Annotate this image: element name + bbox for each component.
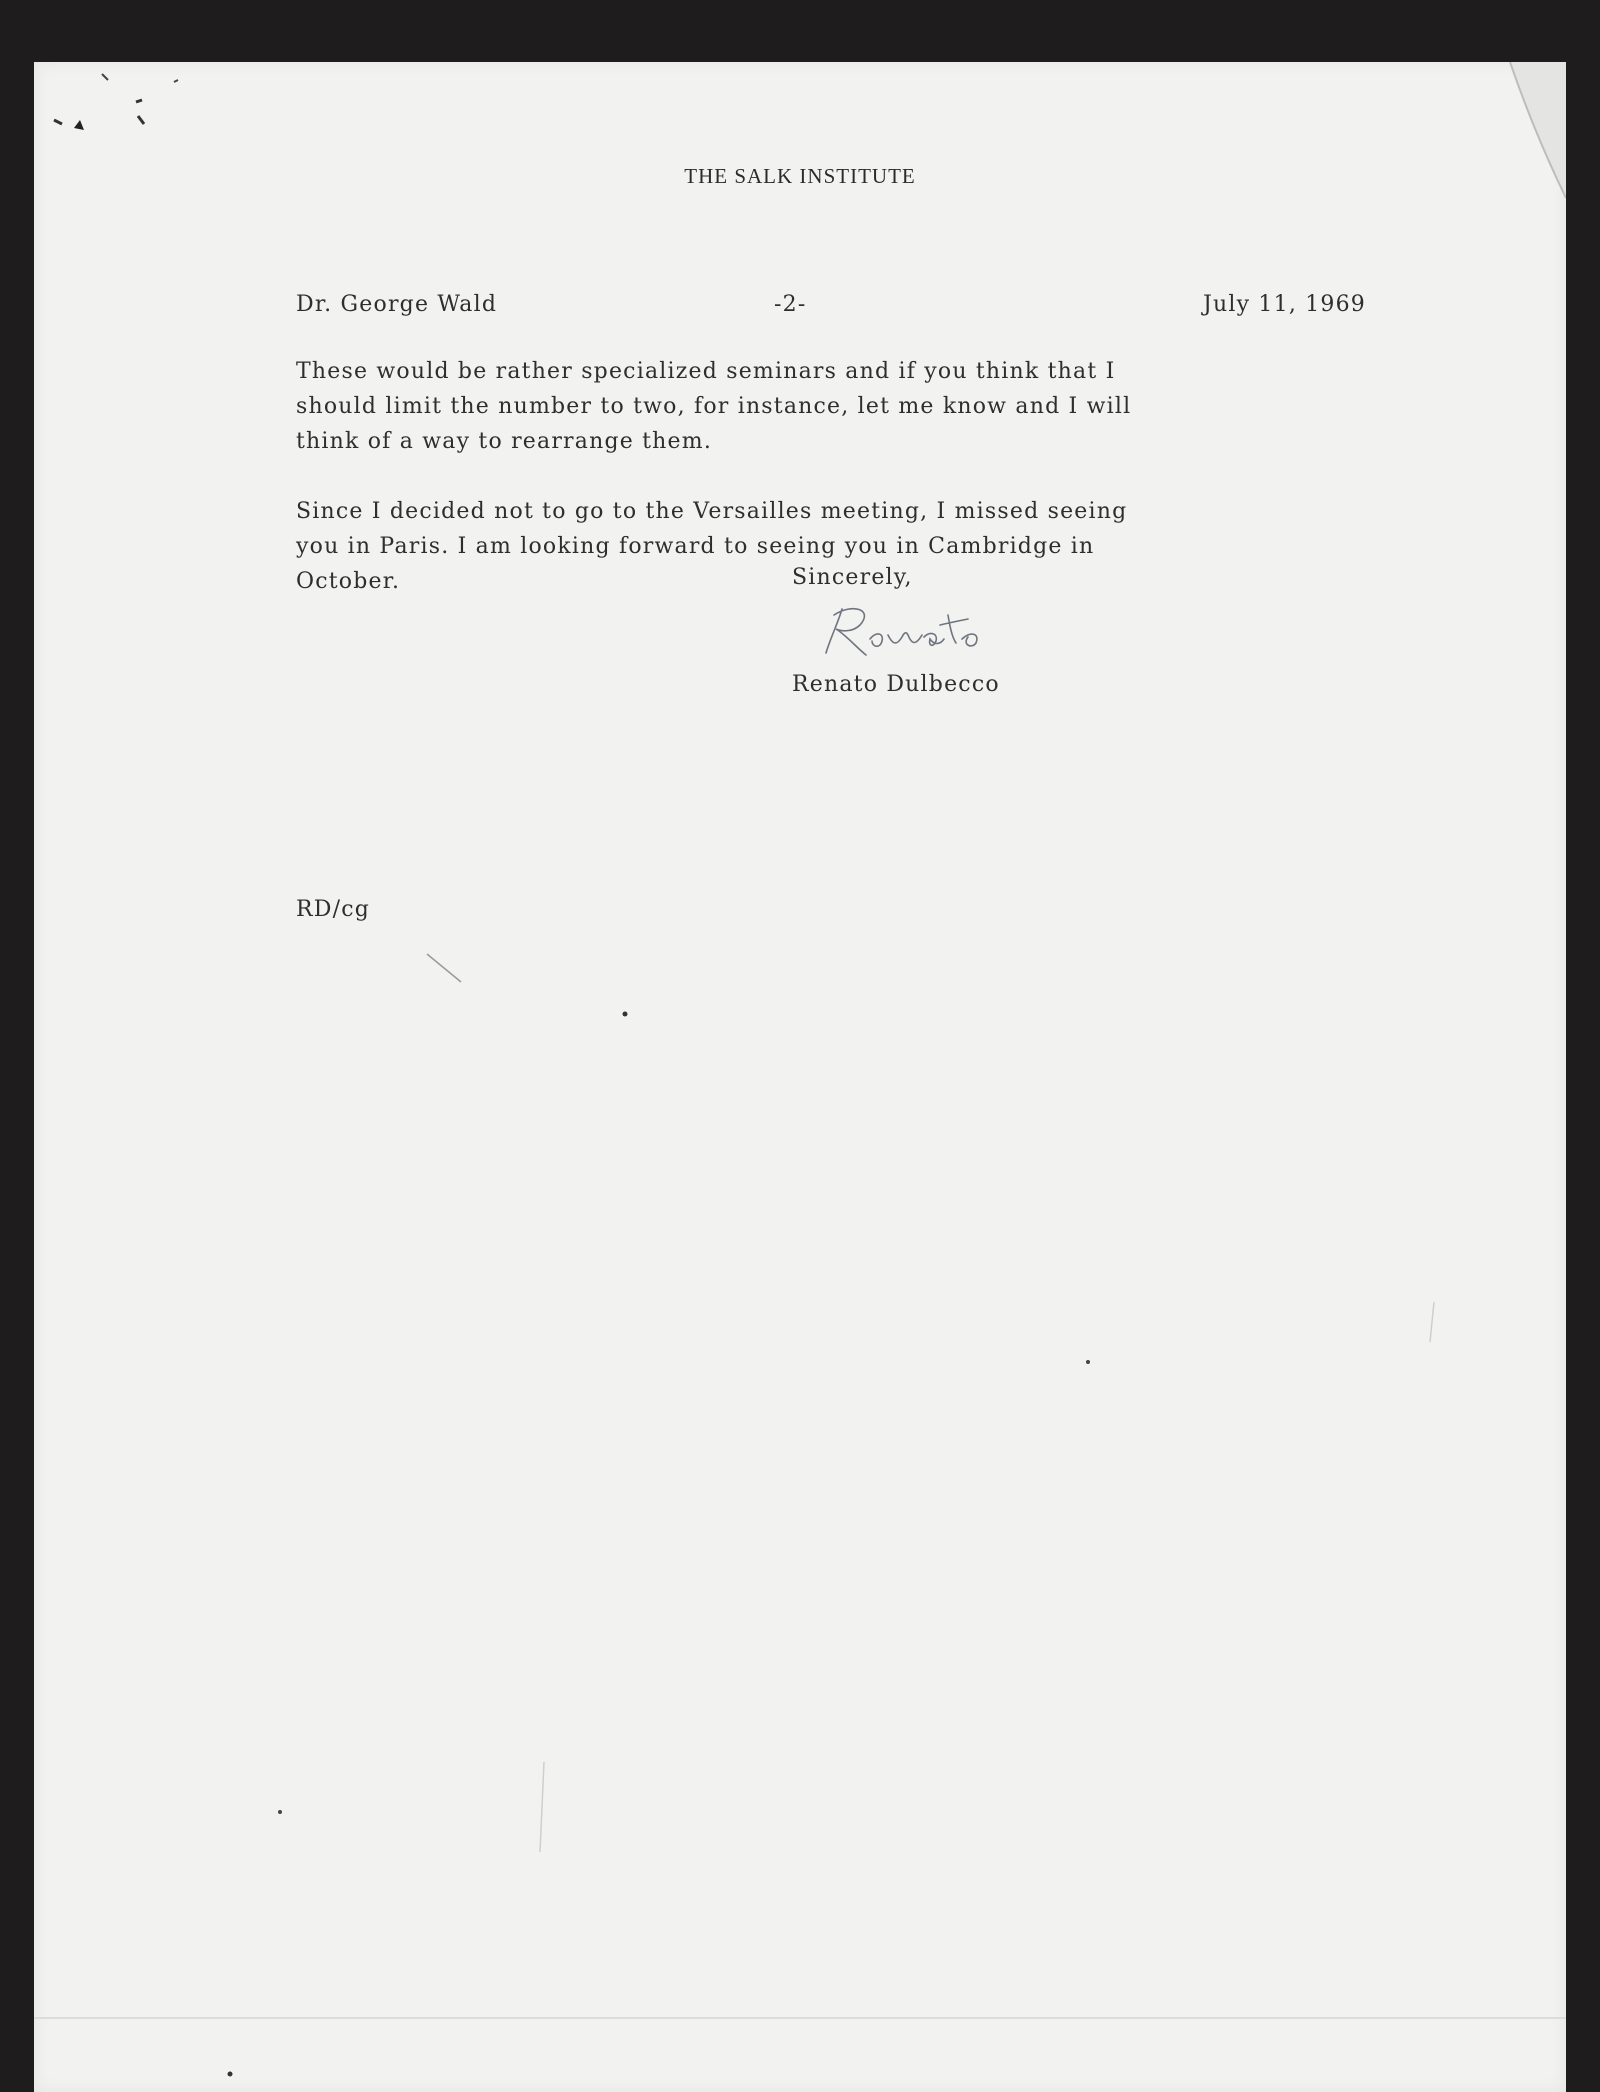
signer-name: Renato Dulbecco: [792, 672, 1000, 697]
text-line: These would be rather specialized seminars and if you think that I: [296, 359, 1116, 384]
ink-speck: [1086, 1360, 1090, 1364]
text-line: should limit the number to two, for instance, let me know and I will: [296, 394, 1132, 419]
ink-speck: [54, 120, 62, 124]
ink-speck: [174, 80, 178, 82]
handwritten-signature: [812, 595, 1052, 667]
page-number: -2-: [774, 292, 807, 317]
letterhead: THE SALK INSTITUTE: [684, 164, 916, 188]
scratch-mark: [427, 954, 461, 982]
recipient-name: Dr. George Wald: [296, 292, 498, 317]
ink-speck: [138, 116, 144, 124]
ink-speck: [623, 1012, 628, 1017]
letter-page: [34, 62, 1566, 2092]
scratch-mark: [540, 1762, 544, 1852]
text-line: Since I decided not to go to the Versailles meeting, I missed seeing: [296, 499, 1128, 524]
letter-date: July 11, 1969: [1202, 292, 1366, 317]
closing-block: [792, 560, 1052, 702]
text-line: you in Paris. I am looking forward to seeing you in Cambridge in: [296, 534, 1095, 559]
scratch-mark: [1430, 1302, 1434, 1342]
typist-initials: RD/cg: [296, 897, 371, 922]
ink-speck: [228, 2072, 233, 2077]
text-line: October.: [296, 569, 401, 594]
ink-speck: [102, 74, 108, 80]
letter-header: [296, 287, 1366, 322]
ink-speck: [278, 1810, 282, 1814]
text-line: think of a way to rearrange them.: [296, 429, 713, 454]
ink-speck: [136, 100, 142, 102]
ink-speck: [74, 120, 84, 130]
paragraph-1: [296, 354, 1376, 459]
closing: Sincerely,: [792, 565, 913, 590]
